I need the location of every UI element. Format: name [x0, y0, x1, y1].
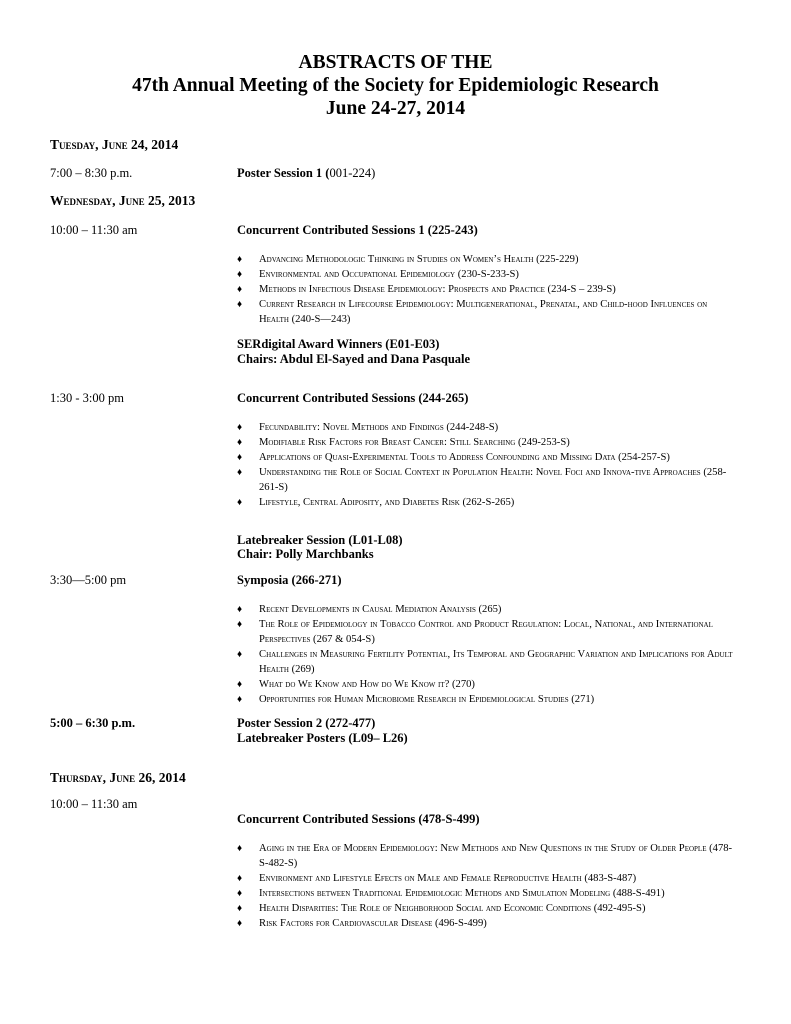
topic-text: Understanding the Role of Social Context in Population Health: Novel Foci and Innova-tive Approaches (258-261-S) — [259, 467, 727, 493]
topic-item — [237, 297, 737, 327]
topic-item — [237, 450, 737, 465]
diamond-bullet-icon: ♦ — [237, 269, 243, 280]
topic-text: Environmental and Occupational Epidemiology (230-S-233-S) — [259, 269, 519, 280]
day-heading-wednesday: Wednesday, June 25, 2013 — [50, 193, 196, 208]
topic-text: Methods in Infectious Disease Epidemiology: Prospects and Practice (234-S – 239-S) — [259, 284, 616, 295]
session-time: 1:30 - 3:00 pm — [50, 391, 124, 405]
session-title — [237, 166, 375, 181]
day-heading-thursday: Thursday, June 26, 2014 — [50, 770, 186, 785]
document-title-line-3: June 24-27, 2014 — [325, 98, 466, 119]
session-title: Symposia (266-271) — [237, 573, 342, 587]
diamond-bullet-icon: ♦ — [237, 679, 243, 690]
session-title: Concurrent Contributed Sessions (244-265) — [237, 391, 469, 405]
diamond-bullet-icon: ♦ — [237, 649, 243, 660]
diamond-bullet-icon: ♦ — [237, 604, 243, 615]
topic-text: Recent Developments in Causal Mediation Analysis (265) — [259, 604, 502, 615]
session-time: 10:00 – 11:30 am — [50, 223, 138, 237]
topic-text: Advancing Methodologic Thinking in Studies on Women’s Health (225-229) — [259, 254, 579, 265]
diamond-bullet-icon: ♦ — [237, 284, 243, 295]
topic-text: Aging in the Era of Modern Epidemiology: New Methods and New Questions in the Study of Older People (478-S-482-S) — [259, 843, 733, 869]
topic-item — [237, 901, 737, 916]
topic-text: Modifiable Risk Factors for Breast Cancer: Still Searching (249-253-S) — [259, 437, 570, 448]
document-title-line-2: 47th Annual Meeting of the Society for Epidemiologic Research — [132, 75, 659, 96]
topic-text: Health Disparities: The Role of Neighborhood Social and Economic Conditions (492-495-S) — [259, 903, 646, 914]
topic-text: Current Research in Lifecourse Epidemiology: Multigenerational, Prenatal, and Child-hood Influences on Health (240-S—243) — [259, 299, 708, 325]
diamond-bullet-icon: ♦ — [237, 452, 243, 463]
topic-text: Applications of Quasi-Experimental Tools to Address Confounding and Missing Data (254-257-S) — [259, 452, 670, 463]
session-subtitle: SERdigital Award Winners (E01-E03) — [237, 337, 440, 351]
diamond-bullet-icon: ♦ — [237, 619, 243, 630]
topic-item — [237, 916, 737, 931]
topic-item — [237, 602, 737, 617]
session-topic-list — [237, 420, 737, 510]
session-time: 7:00 – 8:30 p.m. — [50, 166, 133, 180]
session-topic-list — [237, 252, 737, 327]
diamond-bullet-icon: ♦ — [237, 873, 243, 884]
topic-item — [237, 617, 737, 647]
topic-item — [237, 886, 737, 901]
day-heading-tuesday: Tuesday, June 24, 2014 — [50, 137, 179, 152]
topic-item — [237, 841, 737, 871]
session-time: 3:30—5:00 pm — [50, 573, 127, 587]
session-chairs: Chair: Polly Marchbanks — [237, 547, 374, 561]
topic-item — [237, 677, 737, 692]
topic-item — [237, 252, 737, 267]
session-time: 10:00 – 11:30 am — [50, 797, 138, 811]
diamond-bullet-icon: ♦ — [237, 843, 243, 854]
session-title: Concurrent Contributed Sessions 1 (225-243) — [237, 223, 478, 237]
diamond-bullet-icon: ♦ — [237, 467, 243, 478]
session-title-bold: Poster Session 1 ( — [237, 166, 330, 180]
topic-text: Fecundability: Novel Methods and Findings (244-248-S) — [259, 422, 499, 433]
topic-text: The Role of Epidemiology in Tobacco Control and Product Regulation: Local, National, and International Perspectives (267 & 054-S) — [259, 619, 713, 645]
diamond-bullet-icon: ♦ — [237, 497, 243, 508]
session-title-range: 001-224) — [329, 166, 376, 180]
topic-item — [237, 282, 737, 297]
topic-text: Opportunities for Human Microbiome Research in Epidemiological Studies (271) — [259, 694, 595, 705]
diamond-bullet-icon: ♦ — [237, 437, 243, 448]
document-title-line-1: ABSTRACTS OF THE — [298, 52, 493, 73]
topic-text: Lifestyle, Central Adiposity, and Diabetes Risk (262-S-265) — [259, 497, 515, 508]
diamond-bullet-icon: ♦ — [237, 254, 243, 265]
session-title: Latebreaker Posters (L09– L26) — [237, 731, 408, 745]
topic-text: Risk Factors for Cardiovascular Disease (496-S-499) — [259, 918, 487, 929]
diamond-bullet-icon: ♦ — [237, 903, 243, 914]
session-subtitle: Latebreaker Session (L01-L08) — [237, 533, 403, 547]
session-topic-list — [237, 841, 737, 931]
topic-text: What do We Know and How do We Know it? (270) — [259, 679, 475, 690]
session-topic-list — [237, 602, 737, 707]
topic-item — [237, 435, 737, 450]
session-time: 5:00 – 6:30 p.m. — [50, 716, 136, 730]
topic-item — [237, 692, 737, 707]
topic-text: Environment and Lifestyle Efects on Male and Female Reproductive Health (483-S-487) — [259, 873, 637, 884]
session-title: Concurrent Contributed Sessions (478-S-499) — [237, 812, 480, 826]
diamond-bullet-icon: ♦ — [237, 694, 243, 705]
topic-item — [237, 465, 737, 495]
topic-text: Challenges in Measuring Fertility Potential, Its Temporal and Geographic Variation and Implications for Adult Health (269) — [259, 649, 733, 675]
diamond-bullet-icon: ♦ — [237, 299, 243, 310]
topic-item — [237, 647, 737, 677]
topic-item — [237, 420, 737, 435]
diamond-bullet-icon: ♦ — [237, 918, 243, 929]
topic-item — [237, 495, 737, 510]
topic-text: Intersections between Traditional Epidemiologic Methods and Simulation Modeling (488-S-491) — [259, 888, 665, 899]
session-chairs: Chairs: Abdul El-Sayed and Dana Pasquale — [237, 352, 471, 366]
diamond-bullet-icon: ♦ — [237, 888, 243, 899]
diamond-bullet-icon: ♦ — [237, 422, 243, 433]
topic-item — [237, 267, 737, 282]
topic-item — [237, 871, 737, 886]
session-title: Poster Session 2 (272-477) — [237, 716, 376, 730]
